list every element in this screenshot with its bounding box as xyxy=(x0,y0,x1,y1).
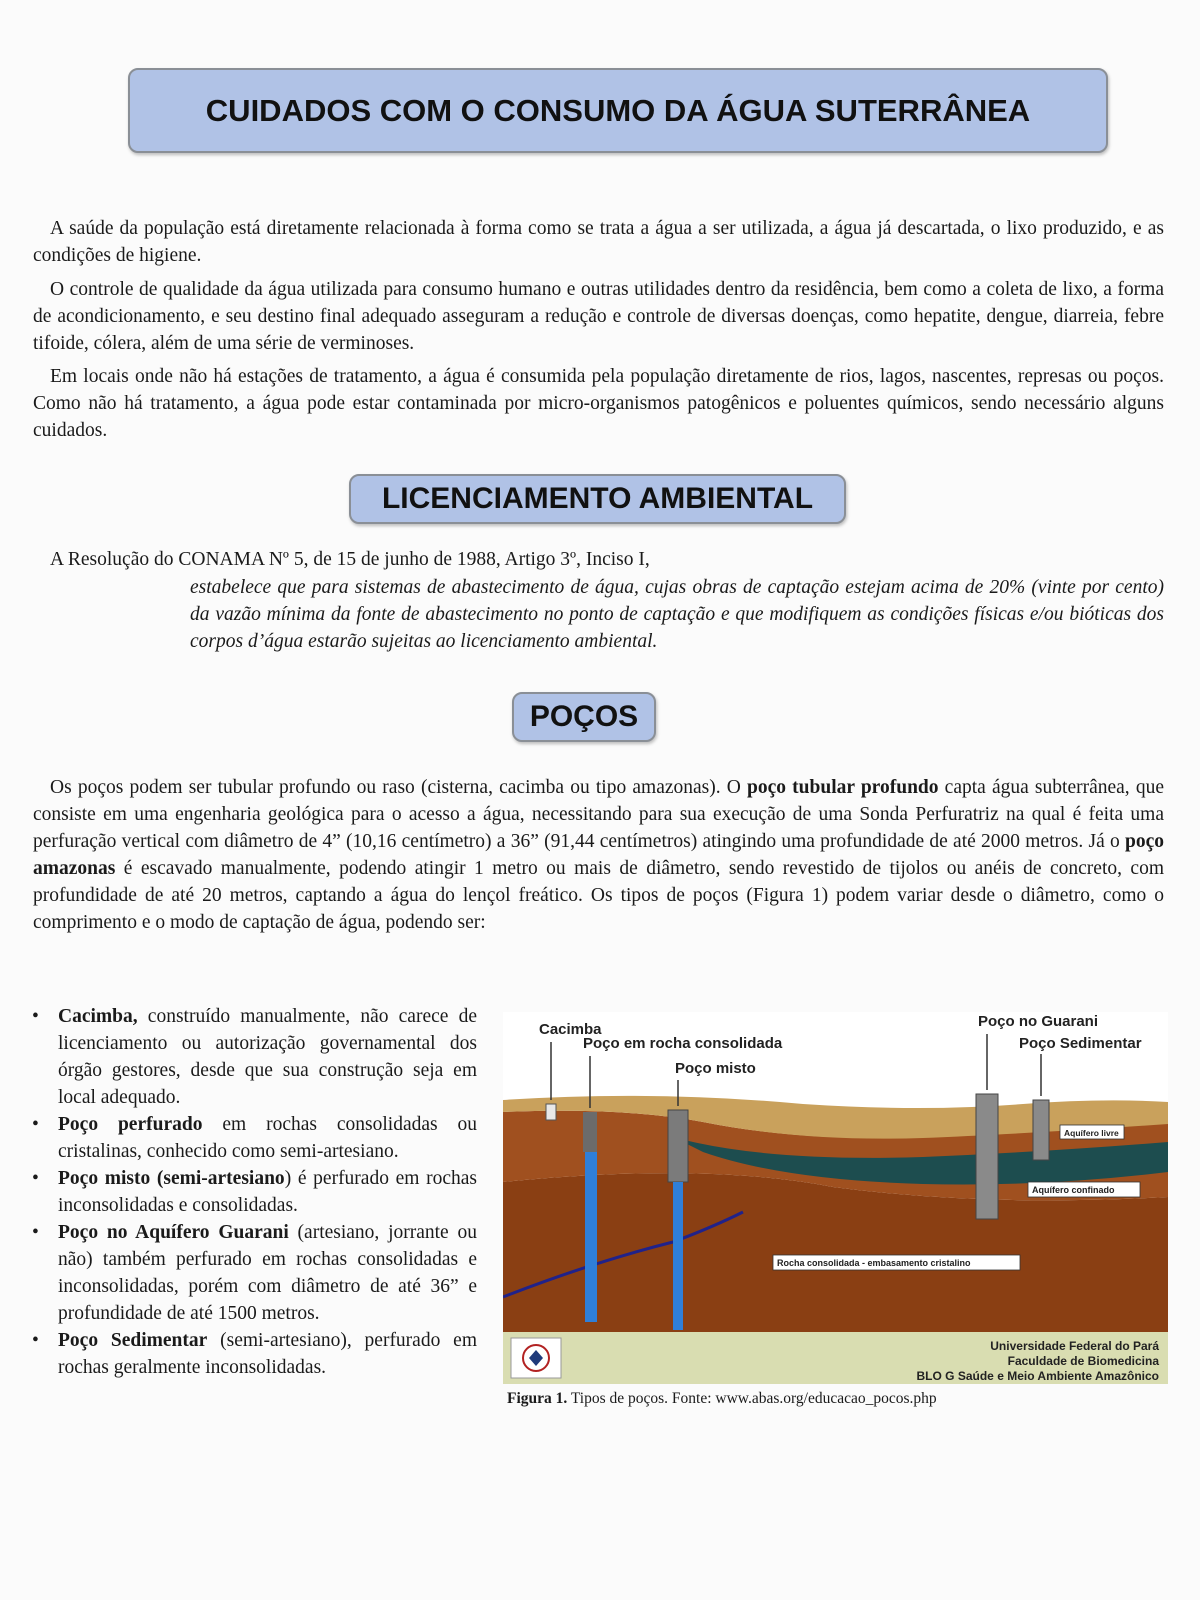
wells-diagram-figure xyxy=(503,1012,1168,1384)
credit-line-3: BLO G Saúde e Meio Ambiente Amazônico xyxy=(916,1369,1159,1383)
list-item-term: Poço perfurado xyxy=(58,1114,203,1135)
wells-diagram xyxy=(503,1012,1168,1384)
bullet-glyph: • xyxy=(32,1006,39,1027)
figure-caption xyxy=(507,1389,937,1409)
list-item xyxy=(30,1219,477,1327)
bullet-glyph: • xyxy=(32,1168,39,1189)
list-item-description: construído manualmente, não carece de licenciamento ou autorização governamental dos órgão gestores, desde que sua construção seja em local adequado. xyxy=(58,1006,477,1108)
bullet-glyph: • xyxy=(32,1114,39,1135)
licenciamento-heading: LICENCIAMENTO AMBIENTAL xyxy=(381,482,814,515)
mixed-well-casing xyxy=(668,1110,688,1182)
bullet-glyph: • xyxy=(32,1330,39,1351)
intro-paragraph-2: O controle de qualidade da água utilizada para consumo humano e outras utilidades dentro da residência, bem como a coleta de lixo, a forma de acondicionamento, e seu destino final adequado asseguram a redução e controle de diversas doenças, como hepatite, dengue, diarreia, febre tifoide, cólera, além de uma série de verminoses. xyxy=(33,279,1164,354)
intro-paragraph-1: A saúde da população está diretamente relacionada à forma como se trata a água a ser utilizada, a água já descartada, o lixo produzido, e as condições de higiene. xyxy=(33,218,1164,266)
list-item xyxy=(30,1327,477,1381)
rock-well-casing xyxy=(583,1112,597,1152)
list-item-term: Poço Sedimentar xyxy=(58,1330,208,1351)
pocos-heading: POÇOS xyxy=(529,700,639,733)
list-item xyxy=(30,1111,477,1165)
caption-text: Tipos de poços. Fonte: www.abas.org/educacao_pocos.php xyxy=(567,1390,937,1407)
pocos-text-3: é escavado manualmente, podendo atingir 1 metro ou mais de diâmetro, sendo revestido de tijolos ou anéis de concreto, com profundidade de até 20 metros, captando a água do lençol freático. Os tipos de poços (Figura 1) podem variar desde o diâmetro, como o comprimento e o modo de captação de água, podendo ser: xyxy=(33,858,1164,933)
label-guarani: Poço no Guarani xyxy=(978,1013,1099,1030)
resolution-lead: A Resolução do CONAMA Nº 5, de 15 de junho de 1988, Artigo 3º, Inciso I, xyxy=(50,549,650,570)
list-item-term: Poço misto (semi-artesiano xyxy=(58,1168,285,1189)
label-rocha-embasamento: Rocha consolidada - embasamento cristalino xyxy=(777,1258,971,1268)
pocos-text-1: Os poços podem ser tubular profundo ou raso (cisterna, cacimba ou tipo amazonas). O xyxy=(50,777,748,798)
licenciamento-heading-banner xyxy=(349,474,846,524)
label-misto: Poço misto xyxy=(675,1060,756,1077)
pocos-bold-amazonas: poço amazonas xyxy=(33,831,1164,879)
list-item-description: (artesiano, jorrante ou não) também perfurado em rochas consolidadas e inconsolidadas, porém com diâmetro de até 36” e profundidade de até 1500 metros. xyxy=(58,1222,477,1324)
guarani-well-casing xyxy=(976,1094,998,1219)
pocos-bold-tubular: poço tubular profundo xyxy=(747,777,939,798)
list-item-description: em rochas consolidadas ou cristalinas, conhecido como semi-artesiano. xyxy=(58,1114,477,1162)
pocos-text-2: capta água subterrânea, que consiste em uma engenharia geológica para o acesso a água, necessitando para sua execução de uma Sonda Perfuratriz na qual é feita uma perfuração vertical com diâmetro de 4” (10,16 centímetro) a 36” (91,44 centímetros) atingindo uma profundidade de até 2000 metros. Já o xyxy=(33,777,1164,852)
label-aquifero-livre: Aquífero livre xyxy=(1064,1128,1119,1138)
label-cacimba: Cacimba xyxy=(539,1021,602,1038)
credit-line-1: Universidade Federal do Pará xyxy=(990,1339,1159,1353)
sedimentar-well-casing xyxy=(1033,1100,1049,1160)
label-aquifero-confinado: Aquífero confinado xyxy=(1032,1185,1115,1195)
list-item-description: ) é perfurado em rochas inconsolidadas e consolidadas. xyxy=(58,1168,477,1216)
rock-well-water xyxy=(585,1152,597,1322)
resolution-quote: estabelece que para sistemas de abastecimento de água, cujas obras de captação estejam acima de 20% (vinte por cento) da vazão mínima da fonte de abastecimento no ponto de captação e que modifiquem as condições físicas e/ou bióticas dos corpos d’água estarão sujeitas ao licenciamento ambiental. xyxy=(190,577,1164,652)
intro-paragraph-3: Em locais onde não há estações de tratamento, a água é consumida pela população diretamente de rios, lagos, nascentes, represas ou poços. Como não há tratamento, a água pode estar contaminada por micro-organismos patogênicos e poluentes químicos, sendo necessário alguns cuidados. xyxy=(33,366,1164,441)
cacimba-well xyxy=(546,1104,556,1120)
credit-line-2: Faculdade de Biomedicina xyxy=(1007,1354,1159,1368)
list-item xyxy=(30,1165,477,1219)
mixed-well-water xyxy=(673,1182,683,1330)
list-item-description: (semi-artesiano), perfurado em rochas geralmente inconsolidadas. xyxy=(58,1330,477,1378)
well-types-list xyxy=(30,1003,477,1381)
label-rocha-consolidada: Poço em rocha consolidada xyxy=(583,1035,783,1052)
list-item-term: Cacimba, xyxy=(58,1006,138,1027)
page-title-banner xyxy=(128,68,1108,153)
list-item xyxy=(30,1003,477,1111)
pocos-paragraph xyxy=(33,774,1164,936)
pocos-heading-banner xyxy=(512,692,656,742)
list-item-term: Poço no Aquífero Guarani xyxy=(58,1222,289,1243)
bullet-glyph: • xyxy=(32,1222,39,1243)
label-sedimentar: Poço Sedimentar xyxy=(1019,1035,1142,1052)
page-title: CUIDADOS COM O CONSUMO DA ÁGUA SUTERRÂNEA xyxy=(205,92,1031,128)
caption-label: Figura 1. xyxy=(507,1390,568,1407)
